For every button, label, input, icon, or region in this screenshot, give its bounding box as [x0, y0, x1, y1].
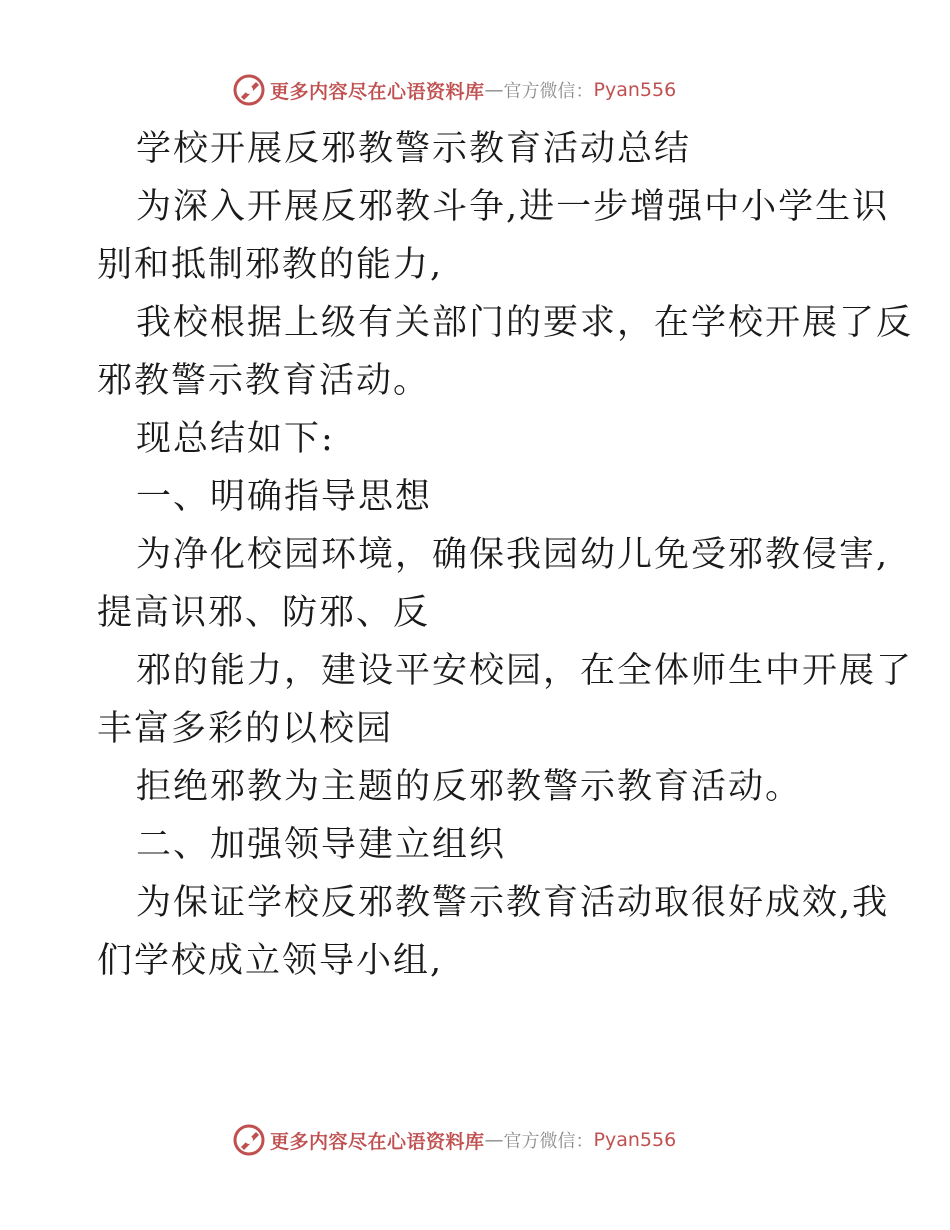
paragraph-line: 丰富多彩的以校园	[97, 709, 394, 749]
banner-wechat-id: Pyan556	[593, 1129, 677, 1151]
paragraph-line: 邪的能力，建设平安校园，在全体师生中开展了	[136, 651, 914, 691]
paragraph-line: 邪教警示教育活动。	[97, 361, 431, 401]
paragraph-line: 为深入开展反邪教斗争,进一步增强中小学生识	[136, 187, 890, 227]
banner-dash: —	[484, 79, 504, 101]
library-logo-icon	[232, 73, 266, 107]
banner-title: 更多内容尽在心语资料库	[270, 80, 485, 103]
paragraph-line: 为净化校园环境，确保我园幼儿免受邪教侵害,	[136, 535, 890, 575]
banner-wechat-label: 官方微信：	[503, 1131, 594, 1152]
paragraph-line: 拒绝邪教为主题的反邪教警示教育活动。	[136, 767, 803, 807]
footer-banner	[232, 1122, 676, 1158]
banner-title: 更多内容尽在心语资料库	[270, 1130, 485, 1153]
paragraph-line: 们学校成立领导小组,	[97, 941, 444, 981]
paragraph-line: 提高识邪、防邪、反	[97, 593, 431, 633]
document-body	[97, 120, 914, 990]
section-heading: 一、明确指导思想	[136, 477, 433, 517]
paragraph-line: 我校根据上级有关部门的要求，在学校开展了反	[136, 303, 914, 343]
banner-wechat-label: 官方微信：	[503, 81, 594, 102]
banner-wechat-id: Pyan556	[593, 79, 677, 101]
banner-dash: —	[484, 1129, 504, 1151]
doc-title: 学校开展反邪教警示教育活动总结	[136, 129, 692, 169]
section-heading: 二、加强领导建立组织	[136, 825, 507, 865]
library-logo-icon	[232, 1123, 266, 1157]
paragraph-line: 为保证学校反邪教警示教育活动取很好成效,我	[136, 883, 890, 923]
header-banner	[232, 72, 676, 108]
paragraph-line: 别和抵制邪教的能力,	[97, 245, 444, 285]
paragraph-line: 现总结如下:	[136, 419, 335, 459]
